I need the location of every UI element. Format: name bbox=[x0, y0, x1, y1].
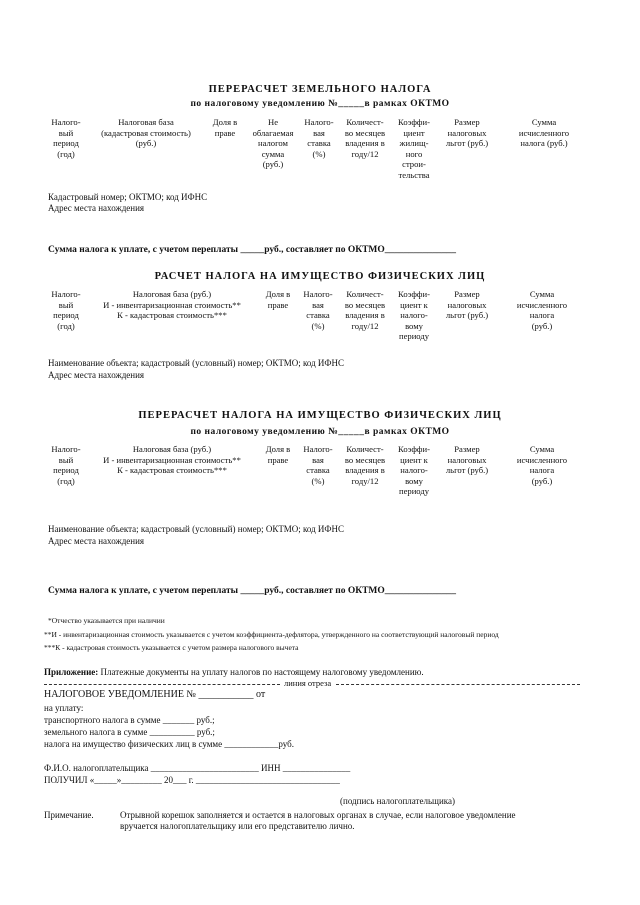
section1-address-line: Адрес места нахождения bbox=[48, 203, 145, 213]
section1-title: ПЕРЕРАСЧЕТ ЗЕМЕЛЬНОГО НАЛОГА bbox=[208, 84, 432, 95]
section1-subtitle: по налоговому уведомлению №_____в рамках ОКТМО bbox=[190, 99, 450, 109]
section3-title: ПЕРЕРАСЧЕТ НАЛОГА НА ИМУЩЕСТВО ФИЗИЧЕСКИХ ЛИЦ bbox=[138, 410, 502, 421]
section3-object-line: Наименование объекта; кадастровый (условный) номер; ОКТМО; код ИФНС bbox=[48, 524, 345, 534]
section3-address-line: Адрес места нахождения bbox=[48, 536, 145, 546]
col-calculated-sum: Сумма исчисленного налога (руб.) bbox=[516, 289, 568, 331]
stub-note-label: Примечание. bbox=[44, 810, 94, 820]
col-tax-period: Налого- вый период (год) bbox=[51, 444, 81, 486]
col-non-taxable: Не облагаемая налогом сумма (руб.) bbox=[252, 117, 294, 169]
stub-land: земельного налога в сумме __________ руб.; bbox=[44, 727, 215, 737]
attachment-text: Платежные документы на уплату налогов по настоящему налоговому уведомлению. bbox=[100, 667, 424, 677]
col-calculated-sum: Сумма исчисленного налога (руб.) bbox=[516, 444, 568, 486]
cut-line-left bbox=[44, 684, 280, 685]
section3-subtitle: по налоговому уведомлению №_____в рамках ОКТМО bbox=[190, 427, 450, 437]
footnote-3: ***К - кадастровая стоимость указывается с учетом размера налогового вычета bbox=[44, 643, 299, 652]
col-coefficient: Коэффи- циент к налого- вому периоду bbox=[398, 289, 430, 341]
col-rate: Налого- вая ставка (%) bbox=[303, 289, 333, 331]
section1-cadastral-line: Кадастровый номер; ОКТМО; код ИФНС bbox=[48, 192, 208, 202]
col-rate: Налого- вая ставка (%) bbox=[304, 117, 334, 159]
col-share: Доля в праве bbox=[265, 289, 291, 310]
col-benefits: Размер налоговых льгот (руб.) bbox=[445, 117, 489, 148]
col-share: Доля в праве bbox=[212, 117, 238, 138]
col-tax-period: Налого- вый период (год) bbox=[51, 289, 81, 331]
cut-line-right bbox=[336, 684, 580, 685]
stub-notice: НАЛОГОВОЕ УВЕДОМЛЕНИЕ № ___________ от bbox=[44, 689, 266, 700]
col-months: Количест- во месяцев владения в году/12 bbox=[344, 289, 386, 331]
cut-line-label: линия отреза bbox=[284, 678, 332, 688]
col-tax-base: Налоговая база (руб.) И - инвентаризационная стоимость** К - кадастровая стоимость*** bbox=[103, 289, 241, 320]
stub-fio: Ф.И.О. налогоплательщика ________________________ ИНН _______________ bbox=[44, 763, 351, 773]
section2-title: РАСЧЕТ НАЛОГА НА ИМУЩЕСТВО ФИЗИЧЕСКИХ ЛИЦ bbox=[154, 271, 486, 282]
section1-sum-line: Сумма налога к уплате, с учетом переплаты _____руб., составляет по ОКТМО_______________ bbox=[48, 245, 456, 255]
section3-sum-line: Сумма налога к уплате, с учетом переплаты _____руб., составляет по ОКТМО_______________ bbox=[48, 586, 456, 596]
col-benefits: Размер налоговых льгот (руб.) bbox=[445, 289, 489, 320]
footnote-1: *Отчество указывается при наличии bbox=[48, 616, 165, 625]
stub-note-text: Отрывной корешок заполняется и остается в налоговых органах в случае, если налоговое уведомление вручается налогоплательщику или его представителю лично. bbox=[120, 810, 516, 831]
col-tax-base: Налоговая база (кадастровая стоимость) (руб.) bbox=[101, 117, 191, 148]
col-share: Доля в праве bbox=[265, 444, 291, 465]
col-tax-base: Налоговая база (руб.) И - инвентаризационная стоимость** К - кадастровая стоимость*** bbox=[103, 444, 241, 475]
attachment-label: Приложение: bbox=[44, 667, 99, 677]
col-months: Количест- во месяцев владения в году/12 bbox=[344, 444, 386, 486]
section2-address-line: Адрес места нахождения bbox=[48, 370, 145, 380]
stub-signature: (подпись налогоплательщика) bbox=[340, 796, 456, 806]
attachment bbox=[44, 667, 424, 678]
col-coefficient: Коэффи- циент жилищ- ного строи- тельства bbox=[398, 117, 430, 180]
section2-object-line: Наименование объекта; кадастровый (условный) номер; ОКТМО; код ИФНС bbox=[48, 358, 345, 368]
col-tax-period: Налого- вый период (год) bbox=[51, 117, 81, 159]
footnote-2: **И - инвентаризационная стоимость указывается с учетом коэффициента-дефлятора, утвержденного на соответствующий налоговый период bbox=[44, 630, 499, 639]
stub-to-pay: на уплату: bbox=[44, 703, 84, 713]
stub-transport: транспортного налога в сумме _______ руб.; bbox=[44, 715, 215, 725]
stub-property: налога на имущество физических лиц в сумме ____________руб. bbox=[44, 739, 294, 749]
col-coefficient: Коэффи- циент к налого- вому периоду bbox=[398, 444, 430, 496]
stub-received: ПОЛУЧИЛ «_____»_________ 20___ г. ________________________________ bbox=[44, 775, 340, 785]
col-rate: Налого- вая ставка (%) bbox=[303, 444, 333, 486]
col-benefits: Размер налоговых льгот (руб.) bbox=[445, 444, 489, 475]
col-months: Количест- во месяцев владения в году/12 bbox=[344, 117, 386, 159]
col-calculated-sum: Сумма исчисленного налога (руб.) bbox=[518, 117, 570, 148]
